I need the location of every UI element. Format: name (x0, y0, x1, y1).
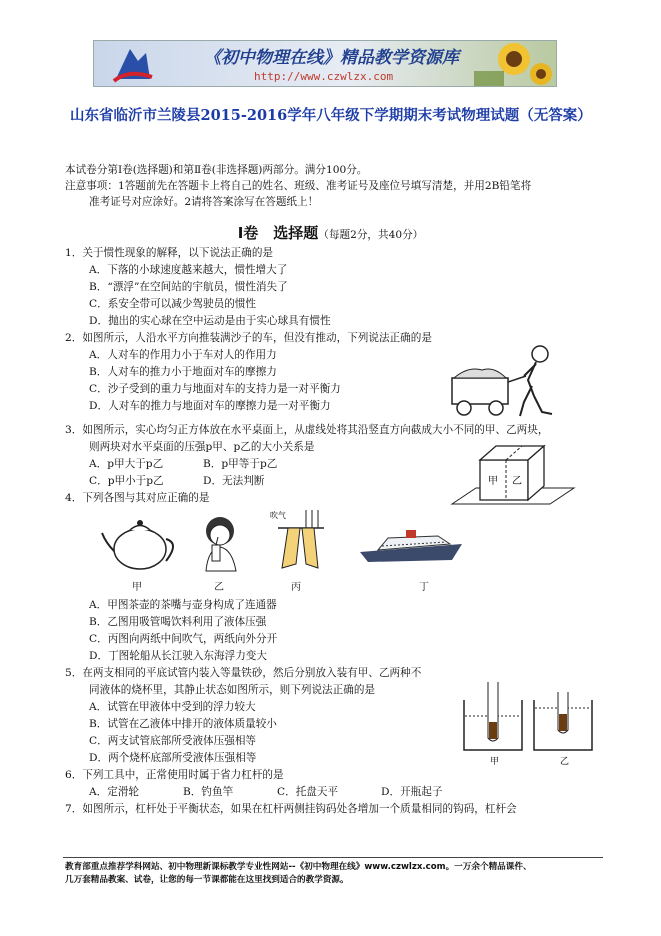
question-stem: 3．如图所示，实心均匀正方体放在水平桌面上，从虚线处将其沿竖直方向截成大小不同的甲、乙两块， (65, 424, 549, 436)
cart-push-figure (448, 340, 558, 422)
question-option: B．p甲等于p乙 (203, 458, 278, 470)
paper-blow-figure (268, 508, 326, 572)
question-option: B．钓鱼竿 (183, 786, 234, 798)
question-option: C．p甲小于p乙 (89, 475, 164, 487)
exam-intro: 本试卷分第Ⅰ卷(选择题)和第Ⅱ卷(非选择题)两部分。满分100分。 (65, 164, 368, 176)
question-option: A．下落的小球速度越来越大，惯性增大了 (89, 264, 288, 276)
figure-label: 甲 (488, 476, 498, 487)
footer-divider (63, 857, 603, 858)
question-stem: 1．关于惯性现象的解释，以下说法正确的是 (65, 247, 274, 259)
question-option: C．托盘天平 (277, 786, 339, 798)
banner-slogan: 《初中物理在线》精品教学资源库 (204, 48, 459, 68)
teapot-figure (100, 513, 182, 573)
cruise-ship-figure (358, 522, 466, 568)
question-option: B．试管在乙液体中排开的液体质量较小 (89, 718, 277, 730)
blow-label: 吹气 (270, 511, 286, 520)
banner-graphic (94, 41, 556, 86)
question-stem-continued: 同液体的烧杯里，其静止状态如图所示，则下列说法正确的是 (89, 684, 376, 696)
figure-label: 甲 (490, 757, 500, 767)
section-title: Ⅰ卷 选择题 (237, 224, 319, 242)
figure-label: 乙 (512, 476, 522, 487)
footer-line-2: 几万套精品教案、试卷，让您的每一节课都能在这里找到适合的教学资源。 (65, 875, 349, 885)
question-option: B．乙图用吸管喝饮料利用了液体压强 (89, 616, 267, 628)
figure-label: 乙 (560, 757, 570, 767)
question-option: C．沙子受到的重力与地面对车的支持力是一对平衡力 (89, 383, 341, 395)
question-option: D．无法判断 (203, 475, 265, 487)
notice-line-1: 注意事项：1答题前先在答题卡上将自己的姓名、班级、准考证号及座位号填写清楚，并用2B铅笔将 (65, 180, 532, 192)
question-option: D．开瓶起子 (381, 786, 443, 798)
page-footer (65, 861, 605, 887)
question-option: C．丙图向两纸中间吹气，两纸向外分开 (89, 633, 278, 645)
question-option: A．试管在甲液体中受到的浮力较大 (89, 701, 256, 713)
figure-label: 丙 (291, 582, 301, 593)
question-option: C．两支试管底部所受液体压强相等 (89, 735, 257, 747)
question-stem: 6．下列工具中，正常使用时属于省力杠杆的是 (65, 769, 284, 781)
notice-line-2: 准考证号对应涂好。2请将答案涂写在答题纸上！ (89, 196, 319, 208)
question-stem: 4．下列各图与其对应正确的是 (65, 492, 210, 504)
figure-label: 乙 (214, 582, 224, 593)
question-option: A．人对车的作用力小于车对人的作用力 (89, 349, 277, 361)
question-option: D．丁图轮船从长江驶入东海浮力变大 (89, 650, 267, 662)
straw-drink-figure (198, 513, 244, 573)
question-option: B．“漂浮”在空间站的宇航员，惯性消失了 (89, 281, 288, 293)
section-heading (0, 222, 661, 243)
question-stem: 2．如图所示，人沿水平方向推装满沙子的车，但没有推动，下列说法正确的是 (65, 332, 432, 344)
section-note: （每题2分，共40分） (318, 229, 424, 241)
question-option: A．甲图茶壶的茶嘴与壶身构成了连通器 (89, 599, 277, 611)
footer-line-1: 教育部重点推荐学科网站、初中物理新课标教学专业性网站--《初中物理在线》www.czwlzx.com。一万余个精品课件、 (65, 862, 532, 872)
figure-label: 甲 (132, 582, 142, 593)
question-option: D．两个烧杯底部所受液体压强相等 (89, 752, 257, 764)
beakers-figure (460, 678, 600, 770)
question-option: D．人对车的推力与地面对车的摩擦力是一对平衡力 (89, 400, 331, 412)
question-option: D．抛出的实心球在空中运动是由于实心球具有惯性 (89, 315, 331, 327)
question-option: B．人对车的推力小于地面对车的摩擦力 (89, 366, 277, 378)
question-stem-continued: 则两块对水平桌面的压强p甲、p乙的大小关系是 (89, 441, 315, 453)
question-stem: 5．在两支相同的平底试管内装入等量铁砂，然后分别放入装有甲、乙两种不 (65, 667, 422, 679)
question-stem: 7．如图所示，杠杆处于平衡状态，如果在杠杆两侧挂钩码处各增加一个质量相同的钩码，杠杆会 (65, 803, 517, 815)
document-title: 山东省临沂市兰陵县2015-2016学年八年级下学期期末考试物理试题（无答案） (70, 107, 592, 124)
question-option: A．p甲大于p乙 (89, 458, 164, 470)
question-option: C．系安全带可以减少驾驶员的惯性 (89, 298, 257, 310)
banner-url: http://www.czwlzx.com (254, 70, 394, 83)
site-banner (93, 40, 557, 87)
question-option: A．定滑轮 (89, 786, 140, 798)
cube-on-table-figure (448, 436, 578, 508)
figure-label: 丁 (419, 582, 429, 593)
